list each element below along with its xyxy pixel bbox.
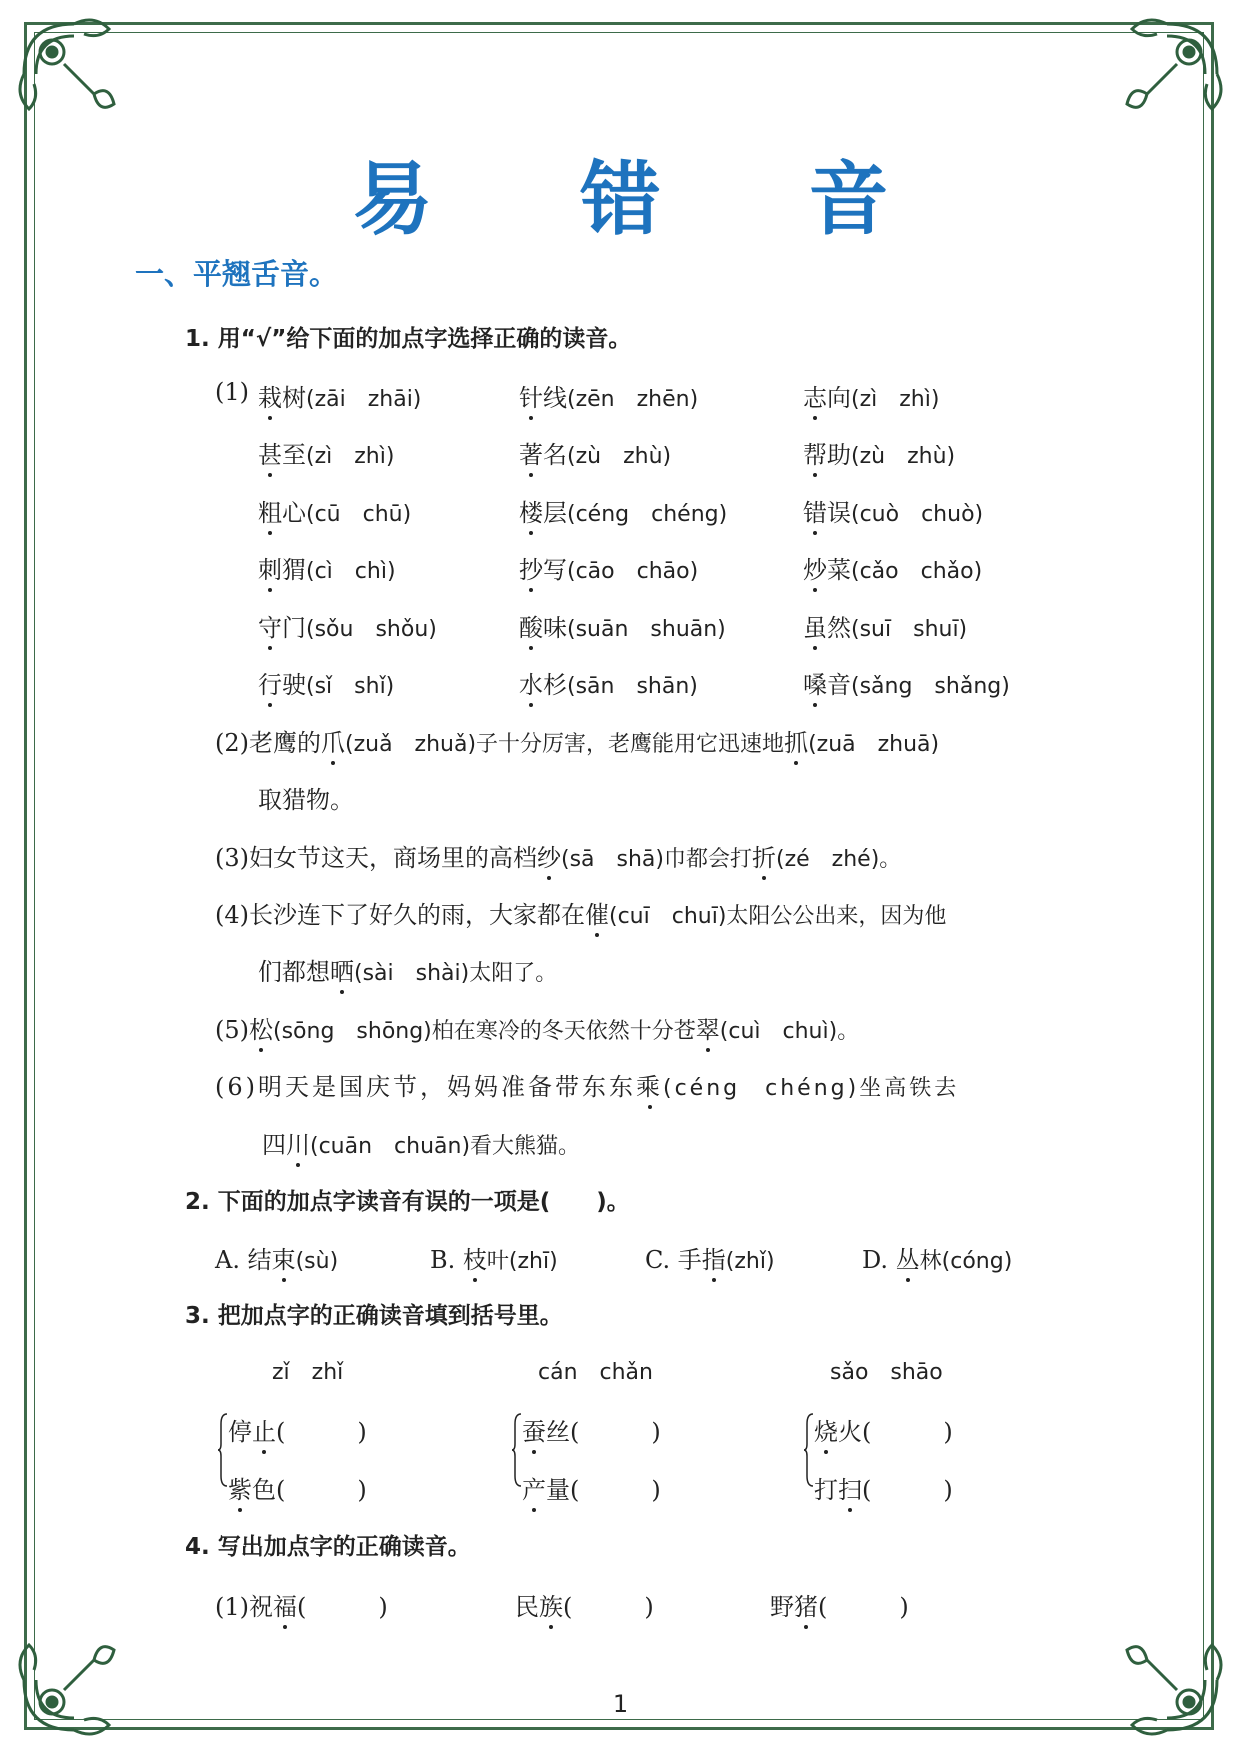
dotted-char: 楼 [519, 493, 543, 528]
q1-sentence-3: (3)妇女节这天，商场里的高档纱(sā shā)巾都会打折(zé zhé)。 [215, 838, 901, 873]
q1-part-label: (1) [215, 378, 249, 406]
q3-item-2b: 产量( ) [522, 1470, 661, 1505]
q1-sentence-6-cont: 四川(cuān chuān)看大熊猫。 [262, 1125, 580, 1160]
pinyin-choices[interactable]: (cuò chuò) [851, 502, 984, 527]
word-rest: 然 [827, 614, 851, 642]
q1-word-item[interactable] [803, 665, 1010, 700]
q1-sentence-6: (6)明天是国庆节，妈妈准备带东东乘(céng chéng)坐高铁去 [215, 1067, 959, 1102]
dotted-char: 栽 [258, 378, 282, 413]
brace-icon [804, 1412, 814, 1488]
word-rest: 猬 [282, 556, 306, 584]
q1-word-item[interactable] [519, 378, 698, 413]
pinyin-choices[interactable]: (céng chéng) [567, 502, 728, 527]
q1-word-item[interactable] [519, 550, 698, 585]
word-rest: 菜 [827, 556, 851, 584]
word-rest: 树 [282, 384, 306, 412]
q1-word-item[interactable] [803, 550, 982, 585]
q2-option-c[interactable]: C. 手指(zhǐ) [645, 1240, 775, 1275]
question-4-heading: 4. 写出加点字的正确读音。 [185, 1534, 471, 1560]
q1-word-item[interactable] [519, 608, 726, 643]
dotted-char: 针 [519, 378, 543, 413]
q1-word-item[interactable] [258, 378, 421, 413]
q2-option-b[interactable]: B. 枝叶(zhī) [430, 1240, 558, 1275]
dotted-char: 粗 [258, 493, 282, 528]
word-rest: 名 [543, 441, 567, 469]
dotted-char: 水 [519, 665, 543, 700]
q3-pinyin-1: zǐ zhǐ [272, 1360, 344, 1385]
q4-item-3: 野猪( ) [770, 1587, 909, 1622]
q1-word-item[interactable] [258, 608, 437, 643]
pinyin-choices[interactable]: (sān shān) [567, 674, 698, 699]
question-1-heading: 1. 用“√”给下面的加点字选择正确的读音。 [185, 326, 632, 352]
q1-word-item[interactable] [258, 550, 396, 585]
answer-blank[interactable]: ( ) [818, 1593, 909, 1621]
page-number: 1 [612, 1690, 629, 1718]
answer-blank[interactable]: ( ) [862, 1476, 953, 1504]
dotted-char: 守 [258, 608, 282, 643]
answer-blank[interactable]: ( ) [276, 1418, 367, 1446]
pinyin-choices[interactable]: (suī shuī) [851, 617, 968, 642]
pinyin-choices[interactable]: (zēn zhēn) [567, 387, 699, 412]
corner-ornament-icon [1107, 1620, 1227, 1740]
q1-sentence-4-cont: 们都想晒(sài shài)太阳了。 [258, 952, 557, 987]
corner-ornament-icon [14, 1620, 134, 1740]
dotted-char: 刺 [258, 550, 282, 585]
word-rest: 门 [282, 614, 306, 642]
dotted-char: 酸 [519, 608, 543, 643]
q3-pinyin-2: cán chǎn [538, 1360, 653, 1385]
q3-item-1b: 紫色( ) [228, 1470, 367, 1505]
word-rest: 杉 [543, 671, 567, 699]
q1-sentence-2-cont: 取猎物。 [258, 786, 354, 814]
q1-sentence-2: (2)老鹰的爪(zuǎ zhuǎ)子十分厉害，老鹰能用它迅速地抓(zuā zhuā) [215, 723, 939, 758]
dotted-char: 行 [258, 665, 282, 700]
pinyin-choices[interactable]: (zù zhù) [567, 444, 672, 469]
pinyin-choices[interactable]: (cū chū) [306, 502, 412, 527]
q3-item-3a: 烧火( ) [814, 1412, 953, 1447]
word-rest: 层 [543, 499, 567, 527]
dotted-char: 志 [803, 378, 827, 413]
section-heading: 一、平翘舌音。 [135, 257, 339, 291]
q1-sentence-5: (5)松(sōng shōng)柏在寒冷的冬天依然十分苍翠(cuì chuì)。 [215, 1010, 859, 1045]
q1-sentence-4: (4)长沙连下了好久的雨，大家都在催(cuī chuī)太阳公公出来，因为他 [215, 895, 946, 930]
q1-word-item[interactable] [803, 378, 939, 413]
q4-item-1: (1)祝福( ) [215, 1587, 388, 1622]
word-rest: 驶 [282, 671, 306, 699]
answer-blank[interactable]: ( ) [570, 1418, 661, 1446]
question-2-heading: 2. 下面的加点字读音有误的一项是( )。 [185, 1189, 630, 1215]
q1-word-item[interactable] [519, 493, 727, 528]
brace-icon [512, 1412, 522, 1488]
page-title: 易 错 音 [352, 153, 949, 246]
q2-option-a[interactable]: A. 结束(sù) [215, 1240, 338, 1275]
word-rest: 音 [827, 671, 851, 699]
pinyin-choices[interactable]: (sǒu shǒu) [306, 617, 437, 642]
q1-word-item[interactable] [803, 608, 967, 643]
pinyin-choices[interactable]: (zì zhì) [851, 387, 940, 412]
q1-word-item[interactable] [519, 435, 671, 470]
answer-blank[interactable]: ( ) [862, 1418, 953, 1446]
dotted-char: 炒 [803, 550, 827, 585]
pinyin-choices[interactable]: (suān shuān) [567, 617, 726, 642]
answer-blank[interactable]: ( ) [297, 1593, 388, 1621]
question-3-heading: 3. 把加点字的正确读音填到括号里。 [185, 1303, 563, 1329]
answer-blank[interactable]: ( ) [570, 1476, 661, 1504]
corner-ornament-icon [14, 14, 134, 134]
dotted-char: 错 [803, 493, 827, 528]
dotted-char: 著 [519, 435, 543, 470]
q1-word-item[interactable] [519, 665, 698, 700]
dotted-char: 嗓 [803, 665, 827, 700]
q1-word-item[interactable] [258, 493, 411, 528]
corner-ornament-icon [1107, 14, 1227, 134]
q1-word-item[interactable] [803, 435, 955, 470]
q2-option-d[interactable]: D. 丛林(cóng) [862, 1240, 1012, 1275]
pinyin-choices[interactable]: (zì zhì) [306, 444, 395, 469]
q3-item-1a: 停止( ) [228, 1412, 367, 1447]
answer-blank[interactable]: ( ) [563, 1593, 654, 1621]
word-rest: 助 [827, 441, 851, 469]
dotted-char: 虽 [803, 608, 827, 643]
pinyin-choices[interactable]: (zù zhù) [851, 444, 956, 469]
word-rest: 至 [282, 441, 306, 469]
pinyin-choices[interactable]: (cì chì) [306, 559, 396, 584]
pinyin-choices[interactable]: (zāi zhāi) [306, 387, 422, 412]
word-rest: 味 [543, 614, 567, 642]
word-rest: 心 [282, 499, 306, 527]
word-rest: 误 [827, 499, 851, 527]
dotted-char: 抄 [519, 550, 543, 585]
pinyin-choices[interactable]: (cāo chāo) [567, 559, 699, 584]
word-rest: 线 [543, 384, 567, 412]
answer-blank[interactable]: ( ) [276, 1476, 367, 1504]
pinyin-choices[interactable]: (sǎng shǎng) [851, 674, 1010, 699]
q3-item-2a: 蚕丝( ) [522, 1412, 661, 1447]
pinyin-choices[interactable]: (cǎo chǎo) [851, 559, 983, 584]
q1-word-item[interactable] [258, 435, 394, 470]
brace-icon [218, 1412, 228, 1488]
dotted-char: 帮 [803, 435, 827, 470]
word-rest: 写 [543, 556, 567, 584]
dotted-char: 甚 [258, 435, 282, 470]
pinyin-choices[interactable]: (sǐ shǐ) [306, 674, 395, 699]
q3-pinyin-3: sǎo shāo [830, 1360, 943, 1385]
q4-item-2: 民族( ) [515, 1587, 654, 1622]
q3-item-3b: 打扫( ) [814, 1470, 953, 1505]
word-rest: 向 [827, 384, 851, 412]
q1-word-item[interactable] [803, 493, 983, 528]
q1-word-item[interactable] [258, 665, 394, 700]
